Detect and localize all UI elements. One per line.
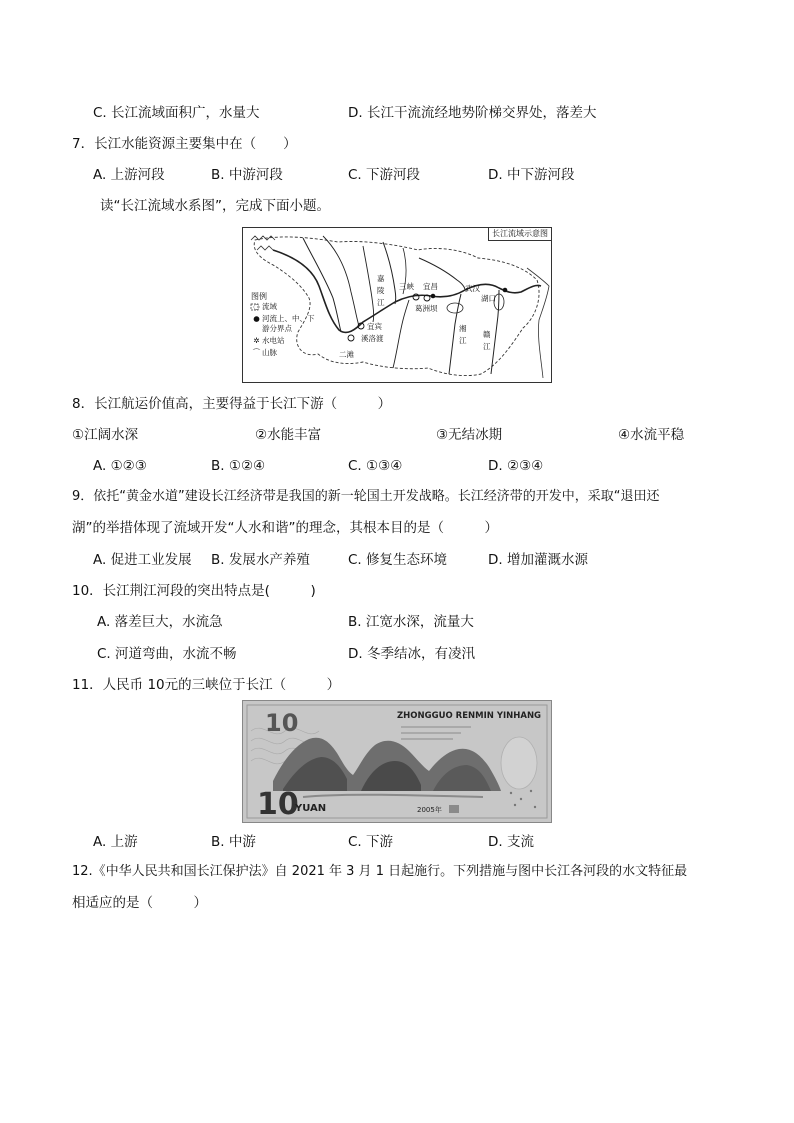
q8-item-1: ①江阔水深 xyxy=(72,427,139,443)
q8-stem: 8．长江航运价值高，主要得益于长江下游（ ） xyxy=(72,396,392,412)
q8-item-4: ④水流平稳 xyxy=(618,427,685,443)
legend-division-point: ● 河流上、中、下 xyxy=(251,314,315,323)
q11-option-b: B. 中游 xyxy=(211,834,256,850)
label-wuhan: 武汉 xyxy=(465,284,480,293)
q9-option-d: D. 增加灌溉水源 xyxy=(488,552,588,568)
q11-stem: 11．人民币 10元的三峡位于长江（ ） xyxy=(72,677,341,693)
q11-option-c: C. 下游 xyxy=(348,834,394,850)
label-jialing-3: 江 xyxy=(377,298,385,307)
label-jialing-2: 陵 xyxy=(377,286,385,295)
banknote-bank-name: ZHONGGUO RENMIN YINHANG xyxy=(397,711,542,721)
ten-yuan-banknote-image xyxy=(242,700,552,823)
map-title: 长江流域示意图 xyxy=(488,228,551,241)
banknote-yuan: YUAN xyxy=(295,803,327,814)
label-xiang-2: 江 xyxy=(459,336,467,345)
mountain-icon: ⌒ xyxy=(252,348,261,357)
intro-text: 读“长江流域水系图”，完成下面小题。 xyxy=(100,198,330,214)
q11-option-d: D. 支流 xyxy=(488,834,534,850)
banknote-year: 2005年 xyxy=(417,806,442,814)
label-sanxia: 三峡 xyxy=(399,282,414,291)
q9-option-c: C. 修复生态环境 xyxy=(348,552,448,568)
q8-item-3: ③无结冰期 xyxy=(436,427,503,443)
q9-option-a: A. 促进工业发展 xyxy=(93,552,192,568)
legend-basin: ◌ 流域 xyxy=(251,302,277,311)
label-gan-1: 赣 xyxy=(483,330,491,339)
q10-option-c: C. 河道弯曲，水流不畅 xyxy=(97,646,237,662)
q8-option-b: B. ①②④ xyxy=(211,458,266,474)
basin-boundary-icon: ◌ xyxy=(253,302,260,311)
q7-option-b: B. 中游河段 xyxy=(211,167,283,183)
q9-option-b: B. 发展水产养殖 xyxy=(211,552,310,568)
label-ertan: 二滩 xyxy=(339,350,354,359)
map-drawing xyxy=(243,228,551,382)
legend-mountain: ⌒ 山脉 xyxy=(252,348,277,357)
label-yichang: 宜昌 xyxy=(423,282,438,291)
q8-option-a: A. ①②③ xyxy=(93,458,147,474)
q10-stem: 10．长江荆江河段的突出特点是( ) xyxy=(72,583,316,599)
q6-option-c: C. 长江流域面积广，水量大 xyxy=(93,105,260,121)
label-gan-2: 江 xyxy=(483,342,491,351)
label-jialing-1: 嘉 xyxy=(377,274,385,283)
q9-stem-line1: 9．依托“黄金水道”建设长江经济带是我国的新一轮国土开发战略。长江经济带的开发中，采取“退田还 xyxy=(72,489,660,504)
banknote-denomination-top: 10 xyxy=(265,709,299,737)
division-point-icon: ● xyxy=(253,314,260,323)
banknote-denomination-bottom: 10 xyxy=(257,787,299,822)
legend-hydro-station: ✲ 水电站 xyxy=(251,336,285,345)
q10-option-a: A. 落差巨大，水流急 xyxy=(97,614,223,630)
legend-division-point-cont: 游分界点 xyxy=(262,324,292,333)
q8-item-2: ②水能丰富 xyxy=(255,427,322,443)
q9-stem-line2: 湖”的举措体现了流域开发“人水和谐”的理念，其根本目的是（ ） xyxy=(72,520,498,536)
q11-option-a: A. 上游 xyxy=(93,834,138,850)
label-xiang-1: 湘 xyxy=(459,324,467,333)
hydro-station-icon: ✲ xyxy=(253,336,260,345)
q12-stem-line2: 相适应的是（ ） xyxy=(72,895,207,911)
q6-option-d: D. 长江干流流经地势阶梯交界处，落差大 xyxy=(348,105,597,121)
q7-stem: 7．长江水能资源主要集中在（ ） xyxy=(72,136,297,152)
yangtze-basin-map xyxy=(242,227,552,383)
map-legend-title: 图例 xyxy=(251,292,267,301)
q7-option-c: C. 下游河段 xyxy=(348,167,421,183)
q7-option-a: A. 上游河段 xyxy=(93,167,165,183)
label-yibin: 宜宾 xyxy=(367,322,382,331)
label-hukou: 湖口 xyxy=(481,294,496,303)
q8-option-c: C. ①③④ xyxy=(348,458,403,474)
q12-stem-line1: 12.《中华人民共和国长江保护法》自 2021 年 3 月 1 日起施行。下列措施与图中长江各河段的水文特征最 xyxy=(72,864,688,879)
q8-option-d: D. ②③④ xyxy=(488,458,544,474)
q10-option-b: B. 江宽水深，流量大 xyxy=(348,614,474,630)
label-xiluodu: 溪洛渡 xyxy=(361,334,384,343)
q10-option-d: D. 冬季结冰，有凌汛 xyxy=(348,646,475,662)
q7-option-d: D. 中下游河段 xyxy=(488,167,575,183)
label-gezhouba: 葛洲坝 xyxy=(415,304,438,313)
